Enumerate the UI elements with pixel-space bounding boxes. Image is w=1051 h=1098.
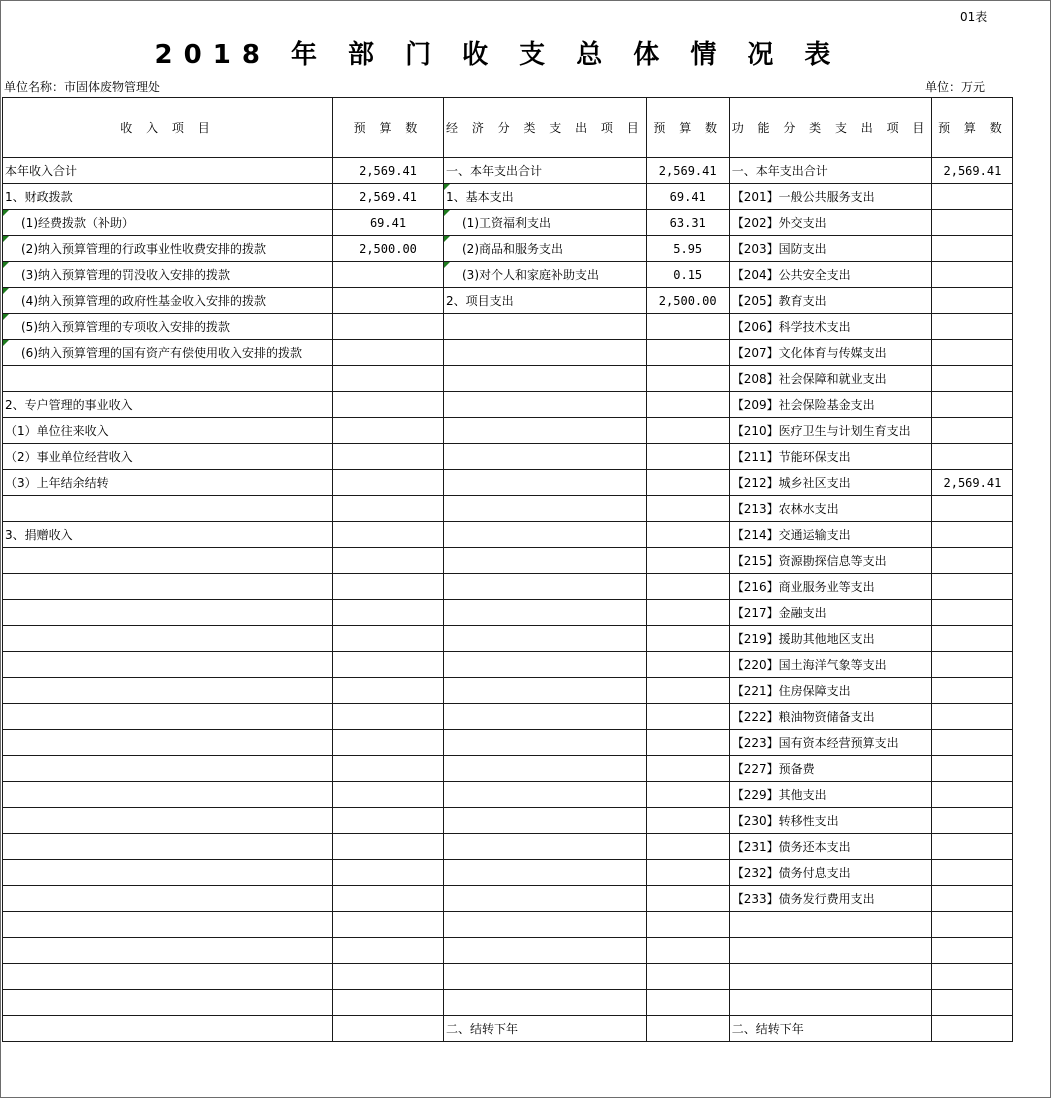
income-item-cell: (3)纳入预算管理的罚没收入安排的拨款 bbox=[3, 262, 333, 288]
table-row bbox=[3, 652, 1013, 678]
table-row bbox=[3, 340, 1013, 366]
income-item-cell: (1)经费拨款（补助） bbox=[3, 210, 333, 236]
func-item-cell: 【233】债务发行费用支出 bbox=[729, 886, 932, 912]
income-item-cell: 本年收入合计 bbox=[3, 158, 333, 184]
econ-item-cell bbox=[444, 704, 647, 730]
func-item-cell: 【210】医疗卫生与计划生育支出 bbox=[729, 418, 932, 444]
table-row bbox=[3, 938, 1013, 964]
func-item-cell bbox=[729, 912, 932, 938]
func-item-cell: 【204】公共安全支出 bbox=[729, 262, 932, 288]
econ-amount-cell: 63.31 bbox=[646, 210, 729, 236]
econ-amount-cell bbox=[646, 756, 729, 782]
func-amount-cell bbox=[932, 340, 1013, 366]
table-row bbox=[3, 470, 1013, 496]
econ-amount-cell bbox=[646, 938, 729, 964]
econ-item-cell bbox=[444, 990, 647, 1016]
income-amount-cell bbox=[333, 444, 444, 470]
income-amount-cell bbox=[333, 418, 444, 444]
func-amount-cell bbox=[932, 210, 1013, 236]
func-item-cell: 【206】科学技术支出 bbox=[729, 314, 932, 340]
func-amount-cell bbox=[932, 288, 1013, 314]
table-row bbox=[3, 1016, 1013, 1042]
table-row bbox=[3, 730, 1013, 756]
func-amount-cell bbox=[932, 574, 1013, 600]
econ-item-cell: 1、基本支出 bbox=[444, 184, 647, 210]
income-item-cell bbox=[3, 938, 333, 964]
econ-amount-cell bbox=[646, 444, 729, 470]
income-amount-cell bbox=[333, 600, 444, 626]
econ-item-cell: (3)对个人和家庭补助支出 bbox=[444, 262, 647, 288]
table-row bbox=[3, 990, 1013, 1016]
econ-amount-cell bbox=[646, 600, 729, 626]
func-amount-cell bbox=[932, 704, 1013, 730]
func-amount-cell bbox=[932, 860, 1013, 886]
income-item-cell bbox=[3, 548, 333, 574]
table-row bbox=[3, 704, 1013, 730]
income-amount-cell bbox=[333, 288, 444, 314]
func-amount-cell bbox=[932, 444, 1013, 470]
func-amount-cell bbox=[932, 886, 1013, 912]
income-item-cell bbox=[3, 626, 333, 652]
econ-item-cell bbox=[444, 366, 647, 392]
income-item-cell: 3、捐赠收入 bbox=[3, 522, 333, 548]
header-income-item: 收 入 项 目 bbox=[3, 98, 333, 158]
func-item-cell: 【205】教育支出 bbox=[729, 288, 932, 314]
econ-item-cell bbox=[444, 860, 647, 886]
econ-item-cell bbox=[444, 470, 647, 496]
func-item-cell bbox=[729, 938, 932, 964]
income-amount-cell bbox=[333, 470, 444, 496]
income-amount-cell: 2,569.41 bbox=[333, 158, 444, 184]
table-row bbox=[3, 834, 1013, 860]
econ-item-cell bbox=[444, 834, 647, 860]
table-row bbox=[3, 886, 1013, 912]
func-item-cell: 【219】援助其他地区支出 bbox=[729, 626, 932, 652]
header-budget-1: 预 算 数 bbox=[333, 98, 444, 158]
econ-item-cell bbox=[444, 444, 647, 470]
econ-item-cell: 二、结转下年 bbox=[444, 1016, 647, 1042]
econ-amount-cell bbox=[646, 392, 729, 418]
econ-amount-cell bbox=[646, 574, 729, 600]
income-item-cell bbox=[3, 990, 333, 1016]
econ-item-cell bbox=[444, 522, 647, 548]
econ-item-cell bbox=[444, 912, 647, 938]
func-item-cell: 【214】交通运输支出 bbox=[729, 522, 932, 548]
income-item-cell bbox=[3, 964, 333, 990]
income-amount-cell: 69.41 bbox=[333, 210, 444, 236]
econ-amount-cell bbox=[646, 730, 729, 756]
func-amount-cell: 2,569.41 bbox=[932, 158, 1013, 184]
table-row bbox=[3, 860, 1013, 886]
header-func-item: 功 能 分 类 支 出 项 目 bbox=[729, 98, 932, 158]
econ-amount-cell: 0.15 bbox=[646, 262, 729, 288]
income-item-cell: (5)纳入预算管理的专项收入安排的拨款 bbox=[3, 314, 333, 340]
func-item-cell bbox=[729, 990, 932, 1016]
income-amount-cell bbox=[333, 496, 444, 522]
func-amount-cell bbox=[932, 600, 1013, 626]
func-item-cell: 【217】金融支出 bbox=[729, 600, 932, 626]
income-item-cell: 1、财政拨款 bbox=[3, 184, 333, 210]
income-amount-cell bbox=[333, 548, 444, 574]
func-amount-cell bbox=[932, 548, 1013, 574]
header-econ-item: 经 济 分 类 支 出 项 目 bbox=[444, 98, 647, 158]
func-amount-cell bbox=[932, 990, 1013, 1016]
func-amount-cell bbox=[932, 964, 1013, 990]
table-row bbox=[3, 600, 1013, 626]
income-amount-cell bbox=[333, 522, 444, 548]
func-item-cell: 【202】外交支出 bbox=[729, 210, 932, 236]
func-item-cell: 【212】城乡社区支出 bbox=[729, 470, 932, 496]
econ-amount-cell bbox=[646, 418, 729, 444]
econ-item-cell bbox=[444, 314, 647, 340]
econ-item-cell bbox=[444, 418, 647, 444]
income-amount-cell bbox=[333, 912, 444, 938]
econ-amount-cell bbox=[646, 340, 729, 366]
func-item-cell: 【215】资源勘探信息等支出 bbox=[729, 548, 932, 574]
income-amount-cell bbox=[333, 938, 444, 964]
income-item-cell bbox=[3, 808, 333, 834]
econ-item-cell bbox=[444, 938, 647, 964]
func-item-cell: 【216】商业服务业等支出 bbox=[729, 574, 932, 600]
func-amount-cell bbox=[932, 184, 1013, 210]
income-item-cell bbox=[3, 912, 333, 938]
econ-amount-cell: 2,500.00 bbox=[646, 288, 729, 314]
income-amount-cell bbox=[333, 808, 444, 834]
income-amount-cell bbox=[333, 314, 444, 340]
header-budget-3: 预 算 数 bbox=[932, 98, 1013, 158]
func-amount-cell bbox=[932, 1016, 1013, 1042]
income-item-cell bbox=[3, 782, 333, 808]
func-amount-cell bbox=[932, 938, 1013, 964]
econ-amount-cell bbox=[646, 548, 729, 574]
func-item-cell: 【220】国土海洋气象等支出 bbox=[729, 652, 932, 678]
header-row bbox=[3, 98, 1013, 158]
func-amount-cell bbox=[932, 730, 1013, 756]
econ-item-cell bbox=[444, 340, 647, 366]
table-row bbox=[3, 366, 1013, 392]
table-row bbox=[3, 548, 1013, 574]
income-amount-cell bbox=[333, 782, 444, 808]
func-item-cell: 【222】粮油物资储备支出 bbox=[729, 704, 932, 730]
econ-item-cell bbox=[444, 626, 647, 652]
econ-item-cell: 一、本年支出合计 bbox=[444, 158, 647, 184]
econ-amount-cell: 2,569.41 bbox=[646, 158, 729, 184]
income-amount-cell bbox=[333, 886, 444, 912]
econ-item-cell bbox=[444, 756, 647, 782]
table-row bbox=[3, 184, 1013, 210]
func-item-cell: 一、本年支出合计 bbox=[729, 158, 932, 184]
income-item-cell bbox=[3, 834, 333, 860]
func-item-cell bbox=[729, 964, 932, 990]
income-item-cell: （3）上年结余结转 bbox=[3, 470, 333, 496]
econ-item-cell bbox=[444, 574, 647, 600]
budget-table bbox=[2, 97, 1013, 1042]
econ-amount-cell bbox=[646, 314, 729, 340]
income-item-cell: 2、专户管理的事业收入 bbox=[3, 392, 333, 418]
econ-amount-cell bbox=[646, 886, 729, 912]
table-row bbox=[3, 678, 1013, 704]
table-row bbox=[3, 392, 1013, 418]
income-item-cell: (4)纳入预算管理的政府性基金收入安排的拨款 bbox=[3, 288, 333, 314]
table-row bbox=[3, 574, 1013, 600]
table-row bbox=[3, 158, 1013, 184]
table-row bbox=[3, 288, 1013, 314]
func-amount-cell bbox=[932, 392, 1013, 418]
func-amount-cell bbox=[932, 912, 1013, 938]
table-row bbox=[3, 418, 1013, 444]
table-row bbox=[3, 782, 1013, 808]
income-item-cell bbox=[3, 678, 333, 704]
func-item-cell: 【209】社会保险基金支出 bbox=[729, 392, 932, 418]
econ-amount-cell bbox=[646, 1016, 729, 1042]
income-amount-cell bbox=[333, 990, 444, 1016]
income-item-cell bbox=[3, 600, 333, 626]
econ-item-cell bbox=[444, 496, 647, 522]
func-amount-cell bbox=[932, 236, 1013, 262]
income-amount-cell: 2,569.41 bbox=[333, 184, 444, 210]
income-item-cell: （2）事业单位经营收入 bbox=[3, 444, 333, 470]
econ-amount-cell bbox=[646, 834, 729, 860]
income-item-cell bbox=[3, 574, 333, 600]
table-row bbox=[3, 626, 1013, 652]
income-amount-cell bbox=[333, 626, 444, 652]
econ-amount-cell: 69.41 bbox=[646, 184, 729, 210]
income-amount-cell bbox=[333, 574, 444, 600]
func-item-cell: 【211】节能环保支出 bbox=[729, 444, 932, 470]
econ-amount-cell bbox=[646, 990, 729, 1016]
income-item-cell bbox=[3, 704, 333, 730]
func-item-cell: 【230】转移性支出 bbox=[729, 808, 932, 834]
func-item-cell: 【231】债务还本支出 bbox=[729, 834, 932, 860]
func-amount-cell bbox=[932, 522, 1013, 548]
income-amount-cell bbox=[333, 860, 444, 886]
table-row bbox=[3, 210, 1013, 236]
econ-item-cell bbox=[444, 782, 647, 808]
table-row bbox=[3, 496, 1013, 522]
econ-amount-cell bbox=[646, 470, 729, 496]
income-amount-cell bbox=[333, 834, 444, 860]
func-item-cell: 【221】住房保障支出 bbox=[729, 678, 932, 704]
econ-amount-cell bbox=[646, 860, 729, 886]
econ-item-cell: (2)商品和服务支出 bbox=[444, 236, 647, 262]
table-row bbox=[3, 808, 1013, 834]
econ-item-cell bbox=[444, 678, 647, 704]
income-amount-cell bbox=[333, 1016, 444, 1042]
income-item-cell bbox=[3, 886, 333, 912]
income-amount-cell bbox=[333, 704, 444, 730]
income-amount-cell bbox=[333, 964, 444, 990]
income-item-cell: (6)纳入预算管理的国有资产有偿使用收入安排的拨款 bbox=[3, 340, 333, 366]
func-amount-cell bbox=[932, 756, 1013, 782]
func-amount-cell bbox=[932, 782, 1013, 808]
func-item-cell: 二、结转下年 bbox=[729, 1016, 932, 1042]
econ-item-cell bbox=[444, 808, 647, 834]
func-amount-cell bbox=[932, 678, 1013, 704]
income-item-cell bbox=[3, 756, 333, 782]
func-item-cell: 【229】其他支出 bbox=[729, 782, 932, 808]
econ-amount-cell bbox=[646, 912, 729, 938]
func-item-cell: 【213】农林水支出 bbox=[729, 496, 932, 522]
income-amount-cell bbox=[333, 340, 444, 366]
econ-item-cell bbox=[444, 730, 647, 756]
income-item-cell: (2)纳入预算管理的行政事业性收费安排的拨款 bbox=[3, 236, 333, 262]
income-item-cell bbox=[3, 652, 333, 678]
econ-item-cell bbox=[444, 548, 647, 574]
econ-amount-cell bbox=[646, 678, 729, 704]
econ-amount-cell bbox=[646, 366, 729, 392]
income-item-cell bbox=[3, 730, 333, 756]
econ-amount-cell bbox=[646, 808, 729, 834]
func-amount-cell bbox=[932, 366, 1013, 392]
func-amount-cell bbox=[932, 496, 1013, 522]
income-amount-cell bbox=[333, 756, 444, 782]
econ-item-cell bbox=[444, 600, 647, 626]
table-row bbox=[3, 756, 1013, 782]
table-row bbox=[3, 236, 1013, 262]
income-item-cell bbox=[3, 496, 333, 522]
table-row bbox=[3, 262, 1013, 288]
header-budget-2: 预 算 数 bbox=[646, 98, 729, 158]
table-row bbox=[3, 912, 1013, 938]
econ-amount-cell bbox=[646, 782, 729, 808]
income-item-cell: （1）单位往来收入 bbox=[3, 418, 333, 444]
income-amount-cell bbox=[333, 652, 444, 678]
income-item-cell bbox=[3, 1016, 333, 1042]
income-amount-cell bbox=[333, 366, 444, 392]
func-item-cell: 【201】一般公共服务支出 bbox=[729, 184, 932, 210]
econ-item-cell bbox=[444, 392, 647, 418]
form-code: 01表 bbox=[960, 10, 988, 24]
page-title: 2018 年 部 门 收 支 总 体 情 况 表 bbox=[154, 40, 842, 70]
func-amount-cell bbox=[932, 652, 1013, 678]
econ-amount-cell bbox=[646, 626, 729, 652]
func-amount-cell bbox=[932, 262, 1013, 288]
econ-item-cell bbox=[444, 652, 647, 678]
income-item-cell bbox=[3, 366, 333, 392]
income-amount-cell: 2,500.00 bbox=[333, 236, 444, 262]
econ-amount-cell bbox=[646, 522, 729, 548]
econ-item-cell: (1)工资福利支出 bbox=[444, 210, 647, 236]
econ-amount-cell bbox=[646, 652, 729, 678]
table-row bbox=[3, 964, 1013, 990]
unit-name-label: 单位名称：市固体废物管理处 bbox=[4, 80, 161, 94]
econ-amount-cell bbox=[646, 964, 729, 990]
func-item-cell: 【207】文化体育与传媒支出 bbox=[729, 340, 932, 366]
econ-amount-cell bbox=[646, 704, 729, 730]
func-amount-cell: 2,569.41 bbox=[932, 470, 1013, 496]
income-amount-cell bbox=[333, 678, 444, 704]
econ-item-cell bbox=[444, 964, 647, 990]
func-amount-cell bbox=[932, 834, 1013, 860]
econ-item-cell bbox=[444, 886, 647, 912]
table-row bbox=[3, 444, 1013, 470]
func-item-cell: 【203】国防支出 bbox=[729, 236, 932, 262]
income-amount-cell bbox=[333, 730, 444, 756]
econ-amount-cell: 5.95 bbox=[646, 236, 729, 262]
func-item-cell: 【227】预备费 bbox=[729, 756, 932, 782]
func-item-cell: 【223】国有资本经营预算支出 bbox=[729, 730, 932, 756]
income-item-cell bbox=[3, 860, 333, 886]
econ-item-cell: 2、项目支出 bbox=[444, 288, 647, 314]
income-amount-cell bbox=[333, 392, 444, 418]
table-row bbox=[3, 522, 1013, 548]
func-amount-cell bbox=[932, 808, 1013, 834]
func-item-cell: 【208】社会保障和就业支出 bbox=[729, 366, 932, 392]
econ-amount-cell bbox=[646, 496, 729, 522]
table-row bbox=[3, 314, 1013, 340]
unit-label: 单位：万元 bbox=[925, 80, 986, 94]
income-amount-cell bbox=[333, 262, 444, 288]
func-amount-cell bbox=[932, 626, 1013, 652]
func-amount-cell bbox=[932, 314, 1013, 340]
func-item-cell: 【232】债务付息支出 bbox=[729, 860, 932, 886]
func-amount-cell bbox=[932, 418, 1013, 444]
